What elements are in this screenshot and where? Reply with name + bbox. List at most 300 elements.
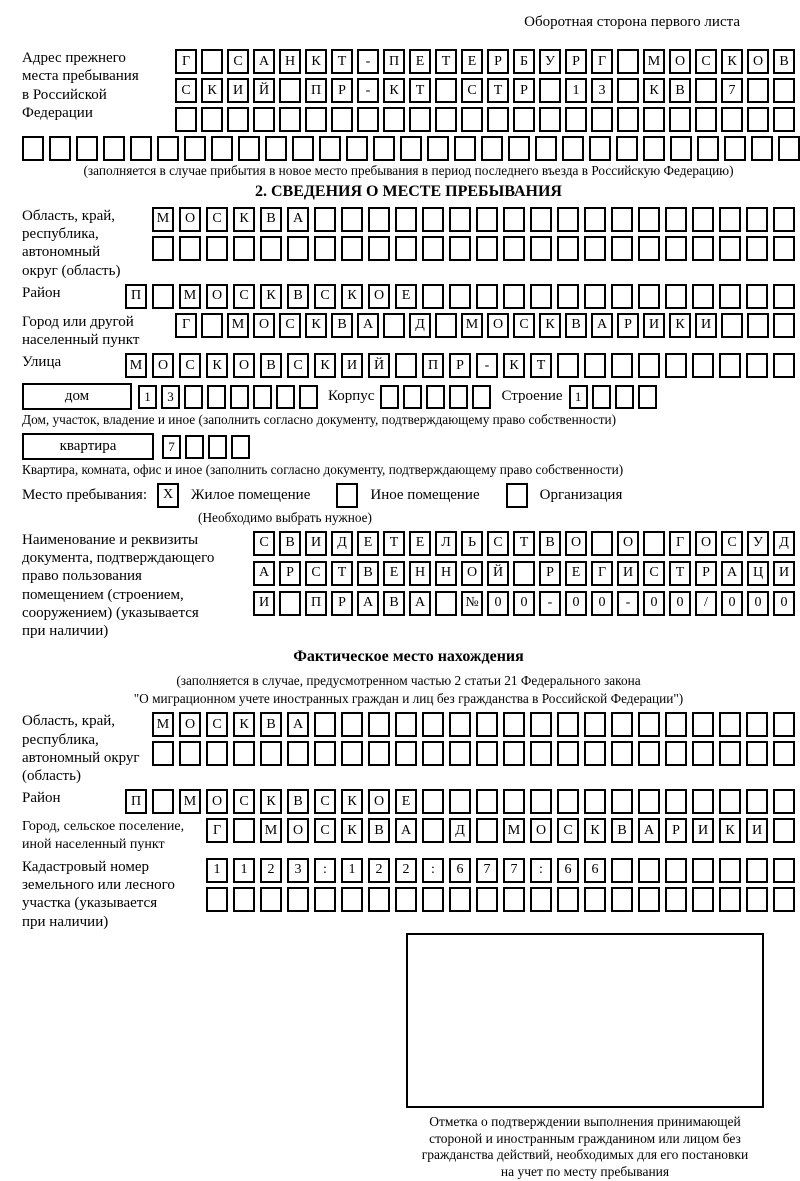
char-box: Г [591, 49, 613, 74]
char-box [368, 741, 390, 766]
char-box [152, 789, 174, 814]
label-line: места пребывания [22, 68, 139, 85]
char-box: С [314, 789, 336, 814]
char-grid-rayon [125, 284, 795, 309]
char-box [638, 236, 660, 261]
char-box [773, 353, 795, 378]
char-box [746, 236, 768, 261]
label-line: на учет по месту пребывания [500, 1164, 670, 1179]
char-box [476, 284, 498, 309]
char-box [697, 136, 719, 161]
ulitsa-label: Улица [22, 354, 62, 371]
char-box [557, 207, 579, 232]
char-box [422, 236, 444, 261]
char-box: С [557, 818, 579, 843]
char-box [152, 284, 174, 309]
char-box: К [539, 313, 561, 338]
char-box: - [617, 591, 639, 616]
char-box: Д [449, 818, 471, 843]
char-box [692, 236, 714, 261]
label-line: Кадастровый номер [22, 858, 149, 875]
char-box: И [253, 591, 275, 616]
char-box: О [253, 313, 275, 338]
char-box [185, 435, 204, 459]
label-line: при наличии) [22, 913, 109, 930]
char-box [368, 887, 390, 912]
char-box: Е [395, 789, 417, 814]
char-box [157, 136, 179, 161]
char-box [773, 207, 795, 232]
char-box [179, 236, 201, 261]
apartment-note: Квартира, комната, офис и иное (заполнить согласно документу, подтверждающему право собственности) [22, 462, 624, 477]
label-line: Адрес прежнего [22, 50, 126, 66]
char-box: У [539, 49, 561, 74]
char-box: - [539, 591, 561, 616]
char-box: У [747, 531, 769, 556]
char-box: П [383, 49, 405, 74]
char-box: / [695, 591, 717, 616]
char-box: Т [435, 49, 457, 74]
document-row [22, 531, 795, 641]
char-box [461, 107, 483, 132]
char-box: Е [357, 531, 379, 556]
char-grid-kadastr-1 [206, 858, 795, 883]
char-box [638, 207, 660, 232]
char-box: Д [773, 531, 795, 556]
char-box [422, 284, 444, 309]
char-box: К [503, 353, 525, 378]
char-box: А [287, 207, 309, 232]
char-box [503, 712, 525, 737]
char-box: Е [383, 561, 405, 586]
char-box: 7 [503, 858, 525, 883]
fact-location-note [22, 672, 795, 708]
char-box [319, 136, 341, 161]
char-box: С [461, 78, 483, 103]
fact-oblast-row [22, 712, 795, 785]
char-box [314, 712, 336, 737]
char-box [665, 353, 687, 378]
char-box: О [179, 207, 201, 232]
fact-location-title: Фактическое место нахождения [293, 648, 524, 666]
char-box: 7 [162, 435, 181, 459]
char-box: Г [175, 313, 197, 338]
house-type-box: дом [22, 383, 132, 410]
char-box: 0 [591, 591, 613, 616]
char-box: Р [617, 313, 639, 338]
char-box: - [476, 353, 498, 378]
char-box [400, 136, 422, 161]
char-box: И [617, 561, 639, 586]
char-box: О [368, 789, 390, 814]
char-box: Б [513, 49, 535, 74]
char-box [670, 136, 692, 161]
char-box [695, 107, 717, 132]
char-box: 3 [161, 385, 180, 409]
label-line: "О миграционном учете иностранных граждан и лиц без гражданства в Российской Федерации") [133, 691, 684, 707]
char-box: 0 [669, 591, 691, 616]
char-box [773, 818, 795, 843]
char-box [395, 887, 417, 912]
char-box [238, 136, 260, 161]
char-box [179, 741, 201, 766]
char-box [422, 887, 444, 912]
char-box: 3 [287, 858, 309, 883]
char-box: 1 [233, 858, 255, 883]
char-box [233, 236, 255, 261]
char-box [557, 353, 579, 378]
char-box [557, 712, 579, 737]
char-box [665, 741, 687, 766]
label-line: автономный [22, 244, 101, 261]
char-box: К [721, 49, 743, 74]
korpus-label: Корпус [328, 388, 375, 405]
rayon-row [22, 284, 795, 309]
char-box: И [773, 561, 795, 586]
char-box: Й [253, 78, 275, 103]
char-box: О [206, 284, 228, 309]
char-box [130, 136, 152, 161]
oblast-row [22, 207, 795, 280]
char-box [638, 353, 660, 378]
label-line: Область, край, [22, 713, 116, 730]
char-box: 6 [449, 858, 471, 883]
char-box: О [233, 353, 255, 378]
char-box: А [395, 818, 417, 843]
char-box [314, 887, 336, 912]
char-box [175, 107, 197, 132]
char-box [773, 284, 795, 309]
char-box: С [513, 313, 535, 338]
char-grid-apartment [162, 435, 250, 459]
char-grid-fact-oblast-2 [152, 741, 795, 766]
char-box [773, 712, 795, 737]
char-box: И [692, 818, 714, 843]
char-box: Н [435, 561, 457, 586]
char-box: М [260, 818, 282, 843]
char-box [395, 741, 417, 766]
ulitsa-row [22, 353, 795, 378]
char-box [643, 136, 665, 161]
char-box: Р [665, 818, 687, 843]
char-box [719, 858, 741, 883]
char-box [721, 313, 743, 338]
char-box: К [719, 818, 741, 843]
char-box [665, 887, 687, 912]
char-box: А [253, 561, 275, 586]
house-note: Дом, участок, владение и иное (заполнить согласно документу, подтверждающему право собственности) [22, 412, 617, 428]
char-box: А [287, 712, 309, 737]
char-box [747, 107, 769, 132]
char-box: № [461, 591, 483, 616]
char-box [314, 207, 336, 232]
char-box [692, 353, 714, 378]
char-box: Й [368, 353, 390, 378]
char-box: В [279, 531, 301, 556]
char-box: Р [487, 49, 509, 74]
char-box [719, 353, 741, 378]
char-box [773, 789, 795, 814]
char-box [746, 284, 768, 309]
char-box: И [643, 313, 665, 338]
char-box [233, 887, 255, 912]
rayon-label: Район [22, 284, 61, 301]
char-box: Й [487, 561, 509, 586]
char-box [611, 887, 633, 912]
char-box: К [341, 789, 363, 814]
char-box [665, 207, 687, 232]
char-box [719, 207, 741, 232]
char-box: 1 [341, 858, 363, 883]
char-box [692, 741, 714, 766]
char-box [719, 741, 741, 766]
char-box: М [152, 207, 174, 232]
char-box [535, 136, 557, 161]
char-box [206, 741, 228, 766]
char-grid-prev-address-4 [22, 136, 800, 161]
char-grid-korpus [380, 385, 491, 409]
char-box [665, 858, 687, 883]
char-box: С [233, 284, 255, 309]
char-box: К [314, 353, 336, 378]
char-box: К [233, 207, 255, 232]
char-grid-ulitsa [125, 353, 795, 378]
prev-address-label [22, 49, 139, 122]
char-box: С [179, 353, 201, 378]
label-line: Отметка о подтверждении выполнения принимающей [429, 1113, 741, 1129]
char-box [476, 712, 498, 737]
char-box: В [565, 313, 587, 338]
char-box [584, 741, 606, 766]
char-grid-document-1 [253, 531, 795, 556]
char-box: А [357, 313, 379, 338]
char-box: М [643, 49, 665, 74]
char-box: А [721, 561, 743, 586]
char-box: А [409, 591, 431, 616]
char-grid-stroenie [569, 385, 657, 409]
prev-address-grids [175, 49, 795, 132]
char-box [231, 435, 250, 459]
label-line: в Российской [22, 86, 107, 103]
label-line: иной населенный пункт [22, 836, 165, 852]
char-box [724, 136, 746, 161]
char-box: П [422, 353, 444, 378]
char-box [383, 313, 405, 338]
char-box: И [341, 353, 363, 378]
fact-oblast-label [22, 712, 140, 785]
char-box: А [638, 818, 660, 843]
char-box: И [746, 818, 768, 843]
char-box [638, 887, 660, 912]
char-box [206, 887, 228, 912]
char-box: 0 [487, 591, 509, 616]
char-box: П [125, 789, 147, 814]
char-box: В [383, 591, 405, 616]
char-box [719, 236, 741, 261]
char-box: С [233, 789, 255, 814]
char-box [747, 78, 769, 103]
char-box [279, 591, 301, 616]
char-box: С [227, 49, 249, 74]
label-line: при наличии) [22, 623, 109, 640]
char-box: Р [449, 353, 471, 378]
char-box [449, 207, 471, 232]
char-box [449, 236, 471, 261]
char-box: Т [669, 561, 691, 586]
fact-rayon-row [22, 789, 795, 814]
char-box [503, 207, 525, 232]
char-grid-document-3 [253, 591, 795, 616]
apartment-row [22, 433, 795, 460]
char-box: О [179, 712, 201, 737]
char-box [557, 236, 579, 261]
char-box: К [305, 49, 327, 74]
char-box: 0 [643, 591, 665, 616]
char-box: Л [435, 531, 457, 556]
char-box [611, 284, 633, 309]
char-box [557, 887, 579, 912]
char-box: В [357, 561, 379, 586]
char-box: 1 [206, 858, 228, 883]
char-box [773, 236, 795, 261]
char-box [503, 284, 525, 309]
char-box [584, 207, 606, 232]
stroenie-label: Строение [501, 388, 563, 405]
char-box [253, 385, 272, 409]
char-box [184, 136, 206, 161]
char-box [279, 107, 301, 132]
char-box [617, 49, 639, 74]
char-grid-document-2 [253, 561, 795, 586]
char-box [503, 887, 525, 912]
char-box: Г [669, 531, 691, 556]
char-box: К [643, 78, 665, 103]
label-line: республика, [22, 731, 99, 748]
checkbox-residential: X [157, 483, 179, 508]
char-box: Е [409, 49, 431, 74]
char-box: А [253, 49, 275, 74]
label-line: земельного или лесного [22, 876, 175, 893]
char-box [476, 887, 498, 912]
char-box: - [357, 78, 379, 103]
char-box: С [487, 531, 509, 556]
label-line: Наименование и реквизиты [22, 531, 199, 548]
kadastr-row [22, 858, 795, 931]
char-box: В [287, 789, 309, 814]
char-box [557, 741, 579, 766]
char-box [592, 385, 611, 409]
char-box: И [695, 313, 717, 338]
char-box [449, 789, 471, 814]
char-box [611, 207, 633, 232]
char-box: М [179, 789, 201, 814]
char-box [611, 236, 633, 261]
char-grid-prev-address-1 [175, 49, 795, 74]
char-box [287, 887, 309, 912]
stamp-note [394, 1114, 776, 1181]
label-line: Город или другой [22, 313, 134, 330]
fact-gorod-label [22, 818, 184, 852]
char-grid-house-number [138, 385, 318, 409]
char-box [562, 136, 584, 161]
char-box [368, 236, 390, 261]
stay-place-note: (Необходимо выбрать нужное) [198, 509, 372, 525]
char-box: С [643, 561, 665, 586]
char-box [751, 136, 773, 161]
label-line: (заполняется в случае, предусмотренном частью 2 статьи 21 Федерального закона [176, 673, 641, 689]
char-box [449, 741, 471, 766]
char-box [435, 591, 457, 616]
char-box: 0 [513, 591, 535, 616]
char-box: 3 [591, 78, 613, 103]
char-box: Ь [461, 531, 483, 556]
char-box [778, 136, 800, 161]
char-box: О [206, 789, 228, 814]
char-box [426, 385, 445, 409]
char-box [395, 712, 417, 737]
char-box: Д [331, 531, 353, 556]
char-box: И [305, 531, 327, 556]
char-box [207, 385, 226, 409]
char-box [422, 789, 444, 814]
char-box [435, 78, 457, 103]
checkbox-other-premises [336, 483, 358, 508]
char-box [341, 207, 363, 232]
char-box: Г [206, 818, 228, 843]
gorod-row [22, 313, 795, 350]
char-box [260, 741, 282, 766]
char-box [746, 887, 768, 912]
char-box: Т [487, 78, 509, 103]
char-box: Р [513, 78, 535, 103]
char-box [395, 207, 417, 232]
char-box: К [341, 818, 363, 843]
char-box [476, 236, 498, 261]
char-box [265, 136, 287, 161]
char-grid-fact-gorod [206, 818, 795, 843]
char-box: Р [331, 591, 353, 616]
char-box [314, 741, 336, 766]
char-box [253, 107, 275, 132]
char-box: А [357, 591, 379, 616]
char-box [638, 385, 657, 409]
char-box [373, 136, 395, 161]
char-box: Т [331, 561, 353, 586]
char-box [695, 78, 717, 103]
char-box [638, 789, 660, 814]
char-box [227, 107, 249, 132]
char-grid-gorod [175, 313, 795, 338]
label-line: сооружением) (указывается [22, 604, 199, 621]
char-box: В [260, 353, 282, 378]
char-box: В [260, 712, 282, 737]
char-box [368, 712, 390, 737]
char-box [692, 789, 714, 814]
char-box: В [260, 207, 282, 232]
char-box [206, 236, 228, 261]
char-box [584, 789, 606, 814]
char-box: 0 [721, 591, 743, 616]
char-box [472, 385, 491, 409]
char-box: Н [409, 561, 431, 586]
apartment-type-box: квартира [22, 433, 154, 460]
oblast-label [22, 207, 120, 280]
label-line: Город, сельское поселение, [22, 819, 185, 835]
char-box [721, 107, 743, 132]
char-box: П [305, 591, 327, 616]
char-box [669, 107, 691, 132]
char-box [341, 236, 363, 261]
